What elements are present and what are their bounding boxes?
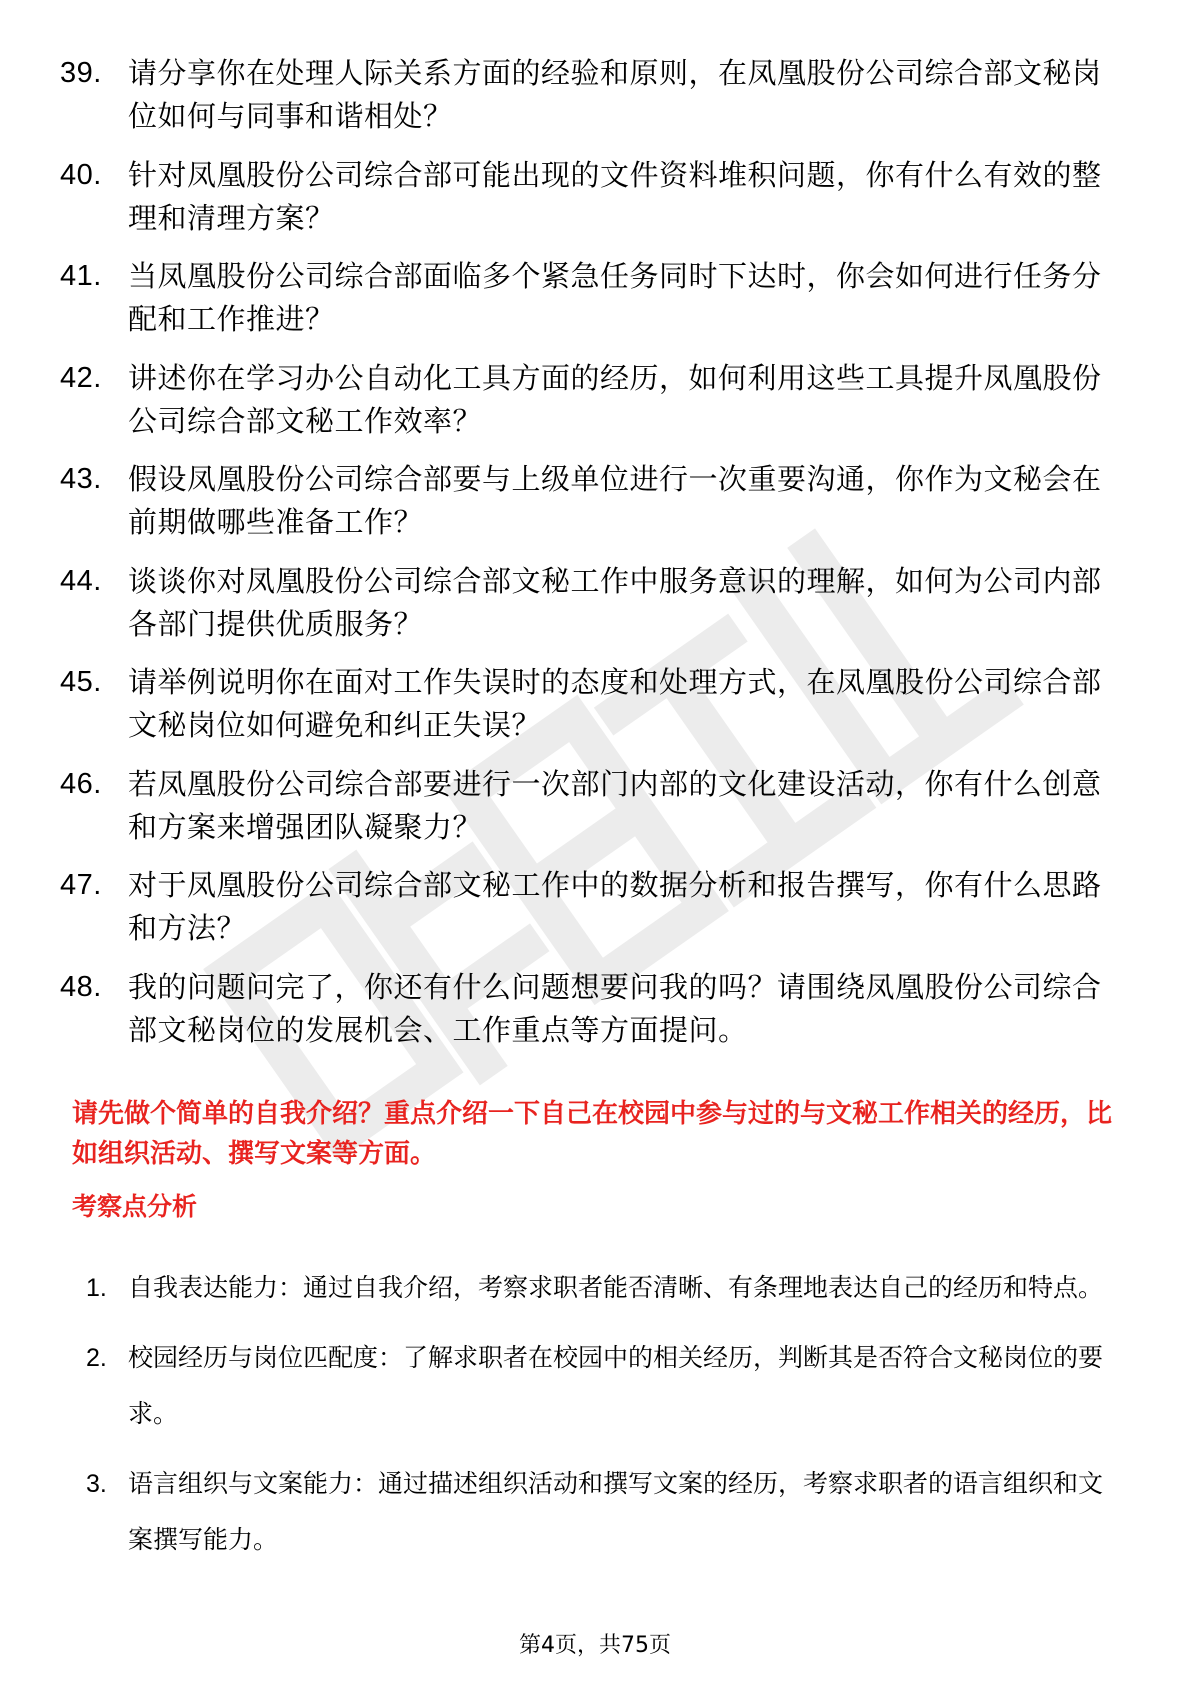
- question-text: 请举例说明你在面对工作失误时的态度和处理方式，在凤凰股份公司综合部文秘岗位如何避免和纠正失误？: [128, 665, 1102, 742]
- question-item: [60, 864, 1120, 950]
- intro-question: 请先做个简单的自我介绍？重点介绍一下自己在校园中参与过的与文秘工作相关的经历，比如组织活动、撰写文案等方面。: [72, 1099, 1113, 1169]
- question-number: 46.: [60, 767, 102, 800]
- question-item: [60, 255, 1120, 341]
- question-text: 讲述你在学习办公自动化工具方面的经历，如何利用这些工具提升凤凰股份公司综合部文秘工作效率？: [128, 360, 1102, 438]
- question-number: 42.: [60, 361, 102, 394]
- question-text: 针对凤凰股份公司综合部可能出现的文件资料堆积问题，你有什么有效的整理和清理方案？: [128, 157, 1102, 235]
- analysis-number: 1.: [86, 1274, 107, 1302]
- question-text: 我的问题问完了，你还有什么问题想要问我的吗？请围绕凤凰股份公司综合部文秘岗位的发展机会、工作重点等方面提问。: [128, 969, 1102, 1047]
- question-item: [60, 661, 1120, 747]
- question-number: 48.: [60, 970, 102, 1003]
- analysis-number: 3.: [86, 1470, 107, 1498]
- analysis-text: 校园经历与岗位匹配度：了解求职者在校园中的相关经历，判断其是否符合文秘岗位的要求。: [128, 1343, 1104, 1428]
- question-number: 44.: [60, 564, 102, 597]
- analysis-title: 考察点分析: [72, 1192, 198, 1221]
- question-item: [60, 458, 1120, 544]
- question-number: 39.: [60, 57, 102, 89]
- question-item: [60, 357, 1120, 443]
- question-number: 43.: [60, 463, 102, 495]
- analysis-text: 语言组织与文案能力：通过描述组织活动和撰写文案的经历，考察求职者的语言组织和文案撰写能力。: [128, 1469, 1104, 1554]
- question-text: 假设凤凰股份公司综合部要与上级单位进行一次重要沟通，你作为文秘会在前期做哪些准备工作？: [128, 462, 1102, 539]
- question-text: 谈谈你对凤凰股份公司综合部文秘工作中服务意识的理解，如何为公司内部各部门提供优质服务？: [128, 563, 1102, 641]
- question-number: 45.: [60, 666, 102, 698]
- analysis-text: 自我表达能力：通过自我介绍，考察求职者能否清晰、有条理地表达自己的经历和特点。: [128, 1273, 1104, 1302]
- question-item: [60, 966, 1120, 1052]
- question-item: [60, 154, 1120, 240]
- page-footer: 第4页，共75页: [519, 1633, 671, 1658]
- question-text: 当凤凰股份公司综合部面临多个紧急任务同时下达时，你会如何进行任务分配和工作推进？: [128, 259, 1102, 336]
- question-item: [60, 560, 1120, 646]
- question-text: 请分享你在处理人际关系方面的经验和原则，在凤凰股份公司综合部文秘岗位如何与同事和谐相处？: [128, 56, 1102, 133]
- question-number: 41.: [60, 260, 102, 292]
- analysis-item: [86, 1260, 1126, 1316]
- question-item: [60, 52, 1120, 138]
- analysis-item: [86, 1456, 1126, 1568]
- analysis-item: [86, 1330, 1126, 1442]
- question-item: [60, 763, 1120, 849]
- question-list: [60, 52, 1120, 1067]
- analysis-list: [86, 1260, 1126, 1582]
- question-number: 40.: [60, 158, 102, 191]
- question-number: 47.: [60, 869, 102, 901]
- question-text: 若凤凰股份公司综合部要进行一次部门内部的文化建设活动，你有什么创意和方案来增强团队凝聚力？: [128, 766, 1102, 844]
- analysis-number: 2.: [86, 1344, 107, 1372]
- question-text: 对于凤凰股份公司综合部文秘工作中的数据分析和报告撰写，你有什么思路和方法？: [128, 868, 1102, 945]
